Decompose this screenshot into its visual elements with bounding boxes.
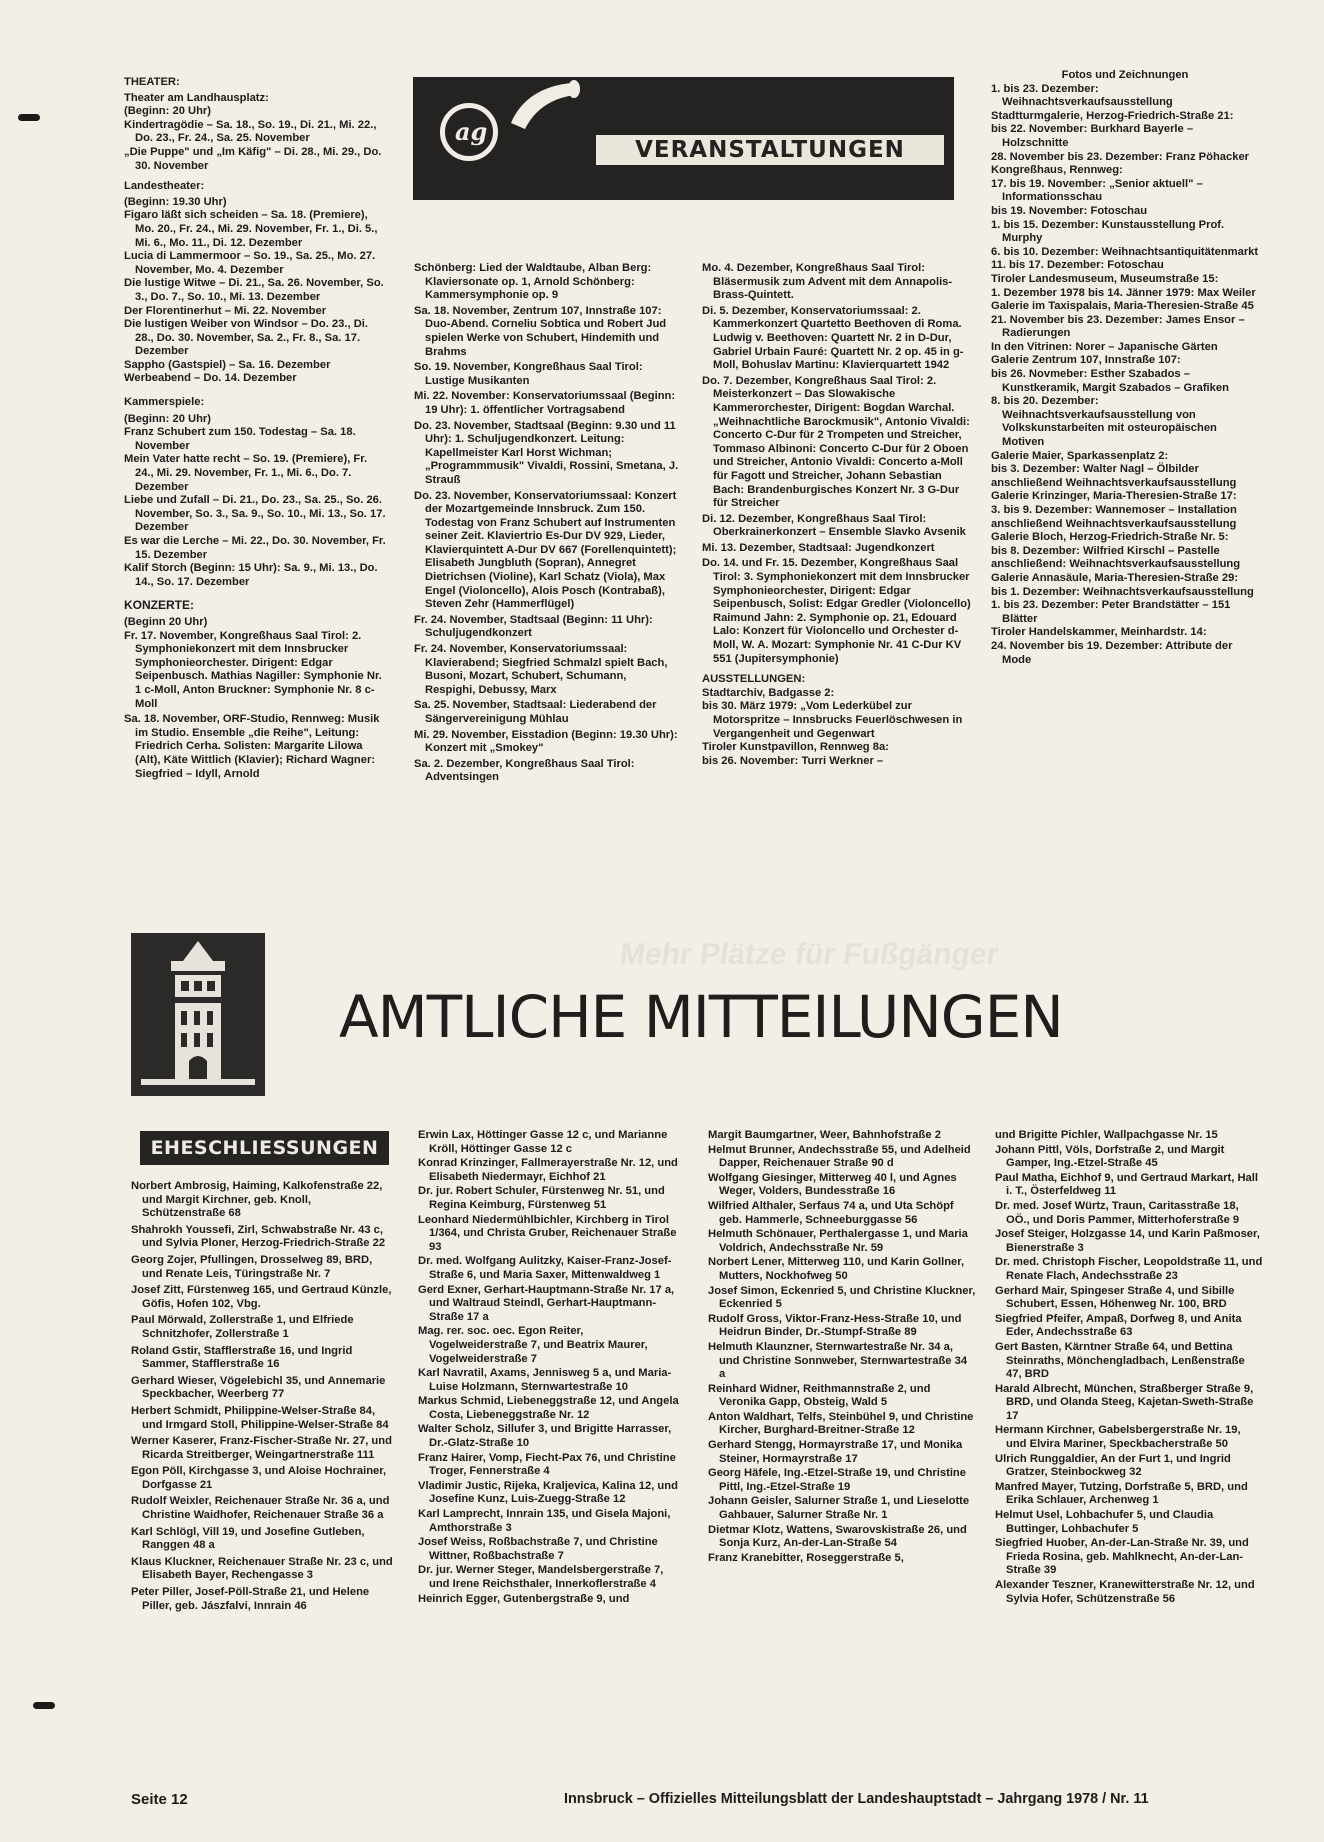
list-item: Galerie Bloch, Herzog-Friedrich-Straße Nr. 5: <box>991 531 1229 544</box>
list-item: anschließend: Weihnachtsverkaufsausstellung <box>991 558 1241 571</box>
list-item: bis 22. November: Burkhard Bayerle – Holzschnitte <box>991 123 1194 149</box>
konzerte-column-2 <box>414 262 679 785</box>
list-item: Johann Geisler, Salurner Straße 1, und Lieselotte Gahbauer, Salurner Straße Nr. 1 <box>708 1495 970 1522</box>
list-item: 28. November bis 23. Dezember: Franz Pöhacker <box>991 150 1250 163</box>
veranstaltungen-banner <box>413 77 954 200</box>
list-item: Franz Hairer, Vomp, Fiecht-Pax 76, und Christine Troger, Fennerstraße 4 <box>418 1451 676 1478</box>
eheschliessungen-heading: EHESCHLIESSUNGEN <box>140 1131 389 1165</box>
list-item: Mi. 13. Dezember, Stadtsaal: Jugendkonzert <box>702 541 935 554</box>
list-item: Di. 12. Dezember, Kongreßhaus Saal Tirol: Oberkrainerkonzert – Ensemble Slavko Avsenik <box>702 512 966 539</box>
list-item: Dr. med. Wolfgang Aulitzky, Kaiser-Franz-Josef-Straße 6, und Maria Saxer, Mittenwaldweg 1 <box>418 1255 672 1281</box>
ehe-column-2 <box>418 1129 685 1606</box>
kammer-begin: (Beginn: 20 Uhr) <box>124 412 212 425</box>
list-item: Karl Schlögl, Vill 19, und Josefine Gutleben, Ranggen 48 a <box>131 1525 365 1552</box>
list-item: Dr. med. Josef Würtz, Traun, Caritasstraße 18, OÖ., und Doris Pammer, Mitterhoferstraße 9 <box>995 1199 1240 1226</box>
list-item: Der Florentinerhut – Mi. 22. November <box>124 304 327 317</box>
list-item: Dr. jur. Robert Schuler, Fürstenweg Nr. 51, und Regina Keimburg, Fürstenweg 51 <box>418 1185 665 1211</box>
logo-letters: ag <box>455 117 488 146</box>
list-item: 8. bis 20. Dezember: Weihnachtsverkaufsausstellung von Volkskunstarbeiten mit osteuropäischen Motiven <box>991 395 1217 449</box>
list-item: Galerie Krinzinger, Maria-Theresien-Straße 17: <box>991 490 1237 503</box>
list-item: Liebe und Zufall – Di. 21., Do. 23., Sa. 25., So. 26. November, So. 3., Sa. 9., So. 10., Mi. 13., So. 17. Dezember <box>124 494 386 534</box>
theater-heading: THEATER: <box>124 76 180 88</box>
ehe-list-1 <box>131 1180 394 1613</box>
list-item: 17. bis 19. November: „Senior aktuell" – Informationsschau <box>991 177 1203 204</box>
list-item: Gerd Exner, Gerhart-Hauptmann-Straße Nr. 17 a, und Waltraud Steindl, Gerhart-Hauptmann-Straße 17 a <box>418 1283 675 1323</box>
list-item: „Die Puppe" und „Im Käfig" – Di. 28., Mi. 29., Do. 30. November <box>124 145 382 172</box>
amtliche-title: AMTLICHE MITTEILUNGEN <box>339 983 1063 1051</box>
list-item: Heinrich Egger, Gutenbergstraße 9, und <box>418 1592 630 1605</box>
list-item: Dietmar Klotz, Wattens, Swarovskistraße 26, und Sonja Kurz, An-der-Lan-Straße 54 <box>708 1523 967 1550</box>
list-item: Mein Vater hatte recht – So. 19. (Premiere), Fr. 24., Mi. 29. November, Fr. 1., Mi. 6., Do. 7. Dezember <box>124 453 368 493</box>
list-item: Gerhard Wieser, Vögelebichl 35, und Annemarie Speckbacher, Weerberg 77 <box>131 1374 386 1401</box>
list-item: Peter Piller, Josef-Pöll-Straße 21, und Helene Piller, geb. Jászfalvi, Innrain 46 <box>131 1586 370 1612</box>
list-item: Shahrokh Youssefi, Zirl, Schwabstraße Nr. 43 c, und Sylvia Ploner, Herzog-Friedrich-Straße 22 <box>131 1223 386 1250</box>
ehe-column-4 <box>995 1129 1263 1606</box>
list-item: Fr. 17. November, Kongreßhaus Saal Tirol: 2. Symphoniekonzert mit dem Innsbrucker Symphonieorchester. Dirigent: Edgar Seipenbusch. Mathias Nagiller: Symphonie Nr. 1 c-Moll, Anton Bruckner: Symphonie Nr. 8 c-Moll <box>124 629 382 710</box>
page-number: Seite 12 <box>131 1791 188 1808</box>
list-item: Margit Baumgartner, Weer, Bahnhofstraße 2 <box>708 1129 941 1141</box>
list-item: Werner Kaserer, Franz-Fischer-Straße Nr. 27, und Ricarda Streitberger, Weingartnerstraße 111 <box>131 1435 392 1461</box>
landhaus-list <box>124 119 386 173</box>
fotos-heading: Fotos und Zeichnungen <box>1061 69 1189 81</box>
list-item: Franz Kranebitter, Roseggerstraße 5, <box>708 1551 904 1564</box>
masthead: Innsbruck – Offizielles Mitteilungsblatt der Landeshauptstadt – Jahrgang 1978 / Nr. 11 <box>564 1791 1149 1807</box>
list-item: Es war die Lerche – Mi. 22., Do. 30. November, Fr. 15. Dezember <box>124 535 386 561</box>
list-item: Konrad Krinzinger, Fallmerayerstraße Nr. 12, und Elisabeth Niedermayr, Eichhof 21 <box>418 1157 678 1183</box>
list-item: Klaus Kluckner, Reichenauer Straße Nr. 23 c, und Elisabeth Bayer, Rechengasse 3 <box>131 1555 393 1582</box>
list-item: 1. bis 23. Dezember: Peter Brandstätter – 151 Blätter <box>991 599 1231 625</box>
list-item: Sa. 2. Dezember, Kongreßhaus Saal Tirol: Adventsingen <box>414 757 635 784</box>
ausstellungen-list-2 <box>991 83 1259 668</box>
list-item: Alexander Teszner, Kranewitterstraße Nr. 12, und Sylvia Hofer, Schützenstraße 56 <box>995 1579 1255 1605</box>
ehe-list-4 <box>995 1129 1263 1606</box>
list-item: Tiroler Landesmuseum, Museumstraße 15: <box>991 272 1219 285</box>
list-item: Helmut Brunner, Andechsstraße 55, und Adelheid Dapper, Reichenauer Straße 90 d <box>708 1143 971 1170</box>
list-item: Johann Pittl, Völs, Dorfstraße 2, und Margit Gamper, Ing.-Etzel-Straße 45 <box>995 1143 1225 1170</box>
kammer-heading: Kammerspiele: <box>124 396 205 409</box>
list-item: Georg Häfele, Ing.-Etzel-Straße 19, und Christine Pittl, Ing.-Etzel-Straße 19 <box>708 1467 966 1493</box>
list-item: bis 26. November: Turri Werkner – <box>702 754 884 767</box>
list-item: Stadtturmgalerie, Herzog-Friedrich-Straße 21: <box>991 109 1234 122</box>
list-item: Schönberg: Lied der Waldtaube, Alban Berg: Klaviersonate op. 1, Arnold Schönberg: Kammersymphonie op. 9 <box>414 262 652 302</box>
list-item: So. 19. November, Kongreßhaus Saal Tirol: Lustige Musikanten <box>414 361 643 387</box>
list-item: 1. bis 15. Dezember: Kunstausstellung Prof. Murphy <box>991 218 1225 245</box>
list-item: Do. 7. Dezember, Kongreßhaus Saal Tirol: 2. Meisterkonzert – Das Slowakische Kammerorchester, Dirigent: Bogdan Warchal. „Weihnachtliche Barockmusik", Antonio Vivaldi: Concerto C-Dur für 2 Trompeten und Streicher, Tommaso Albinoni: Concerto C-Dur für 2 Oboen und Streicher, Antonio Vivaldi: Concerto a-Moll für Fagott und Streicher, Johann Sebastian Bach: Brandenburgisches Konzert Nr. 3 G-Dur für Streicher <box>702 374 970 510</box>
list-item: Ulrich Runggaldier, An der Furt 1, und Ingrid Gratzer, Steinbockweg 32 <box>995 1452 1231 1479</box>
banner-title: VERANSTALTUNGEN <box>596 135 944 165</box>
list-item: Sa. 18. November, Zentrum 107, Innstraße 107: Duo-Abend. Corneliu Sobtica und Robert Jud spielen Werke von Schubert, Hindemith und Brahms <box>414 304 667 358</box>
ehe-list-2 <box>418 1129 685 1606</box>
list-item: 21. November bis 23. Dezember: James Ensor – Radierungen <box>991 313 1245 340</box>
list-item: Josef Weiss, Roßbachstraße 7, und Christine Wittner, Roßbachstraße 7 <box>418 1536 658 1562</box>
list-item: 11. bis 17. Dezember: Fotoschau <box>991 259 1164 272</box>
ausstellungen-column <box>991 69 1259 667</box>
bleed-through-text: Mehr Plätze für Fußgänger <box>617 938 1001 971</box>
list-item: Lucia di Lammermoor – So. 19., Sa. 25., Mo. 27. November, Mo. 4. Dezember <box>124 250 376 276</box>
list-item: Herbert Schmidt, Philippine-Welser-Straße 84, und Irmgard Stoll, Philippine-Welser-Straße 84 <box>131 1404 389 1431</box>
list-item: bis 30. März 1979: „Vom Lederkübel zur Motorspritze – Innsbrucks Feuerlöschwesen in Vergangenheit und Gegenwart <box>702 700 963 740</box>
kammer-list <box>124 426 386 589</box>
list-item: 3. bis 9. Dezember: Wannemoser – Installation <box>991 504 1237 516</box>
list-item: Helmuth Klaunzner, Sternwartestraße Nr. 34 a, und Christine Sonnweber, Sternwartestraße 34 a <box>708 1340 968 1381</box>
list-item: Mi. 29. November, Eisstadion (Beginn: 19.30 Uhr): Konzert mit „Smokey" <box>414 728 678 755</box>
ehe-column-3 <box>708 1129 976 1565</box>
punch-mark <box>33 1702 55 1709</box>
list-item: Gert Basten, Kärntner Straße 64, und Bettina Steinraths, Mönchengladbach, Lenßenstraße 47, BRD <box>995 1340 1245 1381</box>
list-item: anschließend Weihnachtsverkaufsausstellung <box>991 476 1237 489</box>
list-item: Sa. 18. November, ORF-Studio, Rennweg: Musik im Studio. Ensemble „die Reihe", Leitung: Friedrich Cerha. Solisten: Margarite Lilowa (Alt), Käte Wittlich (Klavier); Richard Wagner: Siegfried – Idyll, Arnold <box>124 713 380 780</box>
list-item: bis 8. Dezember: Wilfried Kirschl – Pastelle <box>991 544 1220 557</box>
list-item: Helmut Usel, Lohbachufer 5, und Claudia Buttinger, Lohbachufer 5 <box>995 1509 1214 1535</box>
list-item: Galerie Maier, Sparkassenplatz 2: <box>991 449 1169 462</box>
list-item: bis 26. Novmeber: Esther Szabados – Kunstkeramik, Margit Szabados – Grafiken <box>991 368 1229 394</box>
list-item: anschließend Weihnachtsverkaufsausstellung <box>991 517 1237 530</box>
list-item: Norbert Lener, Mitterweg 110, und Karin Gollner, Mutters, Nockhofweg 50 <box>708 1256 965 1282</box>
landhaus-heading: Theater am Landhausplatz: <box>124 91 269 104</box>
list-item: Do. 23. November, Konservatoriumssaal: Konzert der Mozartgemeinde Innsbruck. Zum 150. Todestag von Franz Schubert auf Instrumenten seiner Zeit. Klaviertrio Es-Dur DV 929, Lieder, Klavierquintett A-Dur DV 667 (Forellenquintett); Elisabeth Jungbluth (Sopran), Annegret Dietrichsen (Violine), Karl Schatz (Viola), Max Engel (Violoncello), Alois Posch (Kontrabaß), Steven Zehr (Hammerflügel) <box>414 489 677 611</box>
list-item: Die lustigen Weiber von Windsor – Do. 23., Di. 28., Do. 30. November, Sa. 2., Fr. 8., Sa. 17. Dezember <box>124 318 368 358</box>
list-item: Rudolf Gross, Viktor-Franz-Hess-Straße 10, und Heidrun Binder, Dr.-Stumpf-Straße 89 <box>708 1312 962 1339</box>
list-item: Josef Zitt, Fürstenweg 165, und Gertraud Künzle, Göfis, Hofen 102, Vbg. <box>131 1284 392 1310</box>
list-item: Gerhard Mair, Spingeser Straße 4, und Sibille Schubert, Essen, Höhenweg Nr. 100, BRD <box>995 1284 1235 1311</box>
list-item: Wilfried Althaler, Serfaus 74 a, und Uta Schöpf geb. Hammerle, Schneeburggasse 56 <box>708 1199 954 1226</box>
list-item: Di. 5. Dezember, Konservatoriumssaal: 2. Kammerkonzert Quartetto Beethoven di Roma. Ludwig v. Beethoven: Quartett Nr. 2 in D-Dur, Gabriel Urbain Fauré: Quartett Nr. 2 op. 45 in g-Moll, Bohuslav Martinu: Klavierquartett 1942 <box>702 304 964 372</box>
list-item: Josef Steiger, Holzgasse 14, und Karin Paßmoser, Bienerstraße 3 <box>995 1228 1260 1254</box>
list-item: Manfred Mayer, Tutzing, Dorfstraße 5, BRD, und Erika Schlauer, Archenweg 1 <box>995 1480 1248 1507</box>
list-item: Karl Lamprecht, Innrain 135, und Gisela Majoni, Amthorstraße 3 <box>418 1508 671 1534</box>
list-item: Werbeabend – Do. 14. Dezember <box>124 372 297 385</box>
list-item: bis 1. Dezember: Weihnachtsverkaufsausstellung <box>991 585 1254 598</box>
city-tower-icon <box>131 933 265 1096</box>
list-item: Leonhard Niedermühlbichler, Kirchberg in Tirol 1/364, und Christa Gruber, Reichenauer Straße 93 <box>418 1213 677 1253</box>
list-item: Sappho (Gastspiel) – Sa. 16. Dezember <box>124 358 331 371</box>
list-item: Figaro läßt sich scheiden – Sa. 18. (Premiere), Mo. 20., Fr. 24., Mi. 29. November, Fr. 1., Di. 5., Mi. 6., Mo. 11., Di. 12. Dezember <box>124 209 378 249</box>
list-item: Markus Schmid, Liebeneggstraße 12, und Angela Costa, Liebeneggstraße Nr. 12 <box>418 1395 679 1421</box>
list-item: Stadtarchiv, Badgasse 2: <box>702 686 835 699</box>
list-item: Kongreßhaus, Rennweg: <box>991 164 1123 177</box>
list-item: Roland Gstir, Stafflerstraße 16, und Ingrid Sammer, Stafflerstraße 16 <box>131 1344 353 1371</box>
list-item: Paul Matha, Eichhof 9, und Gertraud Markart, Hall i. T., Österfeldweg 11 <box>995 1171 1258 1198</box>
list-item: Sa. 25. November, Stadtsaal: Liederabend der Sängervereinigung Mühlau <box>414 699 657 725</box>
theater-column <box>124 76 386 781</box>
list-item: Siegfried Huober, An-der-Lan-Straße Nr. 39, und Frieda Rosina, geb. Mahlknecht, An-der-Lan-Straße 39 <box>995 1537 1249 1577</box>
konzerte-begin: (Beginn 20 Uhr) <box>124 615 208 628</box>
list-item: Reinhard Widner, Reithmannstraße 2, und Veronika Gapp, Obsteig, Wald 5 <box>708 1382 931 1409</box>
list-item: Fr. 24. November, Konservatoriumssaal: Klavierabend; Siegfried Schmalzl spielt Bach, Busoni, Mozart, Schubert, Schumann, Respighi, Debussy, Marx <box>414 643 668 696</box>
list-item: Tiroler Handelskammer, Meinhardstr. 14: <box>991 626 1207 639</box>
list-item: und Brigitte Pichler, Wallpachgasse Nr. 15 <box>995 1129 1218 1141</box>
list-item: 24. November bis 19. Dezember: Attribute der Mode <box>991 639 1233 666</box>
list-item: Helmuth Schönauer, Perthalergasse 1, und Maria Voldrich, Andechsstraße Nr. 59 <box>708 1228 968 1254</box>
list-item: Hermann Kirchner, Gabelsbergerstraße Nr. 19, und Elvira Mariner, Speckbacherstraße 50 <box>995 1424 1241 1451</box>
list-item: Gerhard Stengg, Hormayrstraße 17, und Monika Steiner, Hormayrstraße 17 <box>708 1439 963 1465</box>
ehe-list-3 <box>708 1129 976 1565</box>
list-item: Karl Navratil, Axams, Jennisweg 5 a, und Maria-Luise Holzmann, Sternwartestraße 10 <box>418 1367 672 1393</box>
ehe-column-1 <box>131 1180 394 1613</box>
konzerte-list-2 <box>414 262 679 785</box>
list-item: Do. 14. und Fr. 15. Dezember, Kongreßhaus Saal Tirol: 3. Symphoniekonzert mit dem Innsbrucker Symphonieorchester, Dirigent: Edgar Seipenbusch, Solist: Edgar Gredler (Violoncello) Raimund Jahn: 2. Symphonie op. 21, Edouard Lalo: Konzert für Violoncello und Orchester d-Moll, W. A. Mozart: Symphonie Nr. 41 C-Dur KV 551 (Jupitersymphonie) <box>702 557 971 665</box>
list-item: Do. 23. November, Stadtsaal (Beginn: 9.30 und 11 Uhr): 1. Schuljugendkonzert. Leitung: Kapellmeister Karl Horst Wichman; „Programmmusik" Vivaldi, Rossini, Smetana, J. Strauß <box>414 419 679 486</box>
list-item: Galerie Zentrum 107, Innstraße 107: <box>991 354 1181 367</box>
posthorn-icon <box>503 79 581 139</box>
konzerte-list-3 <box>702 262 973 666</box>
list-item: Erwin Lax, Höttinger Gasse 12 c, und Marianne Kröll, Höttinger Gasse 12 c <box>418 1129 668 1155</box>
list-item: Paul Mörwald, Zollerstraße 1, und Elfriede Schnitzhofer, Zollerstraße 1 <box>131 1314 354 1340</box>
list-item: Mi. 22. November: Konservatoriumssaal (Beginn: 19 Uhr): 1. öffentlicher Vortragsabend <box>414 390 676 416</box>
landes-heading: Landestheater: <box>124 180 205 193</box>
list-item: 1. Dezember 1978 bis 14. Jänner 1979: Max Weiler <box>991 286 1256 299</box>
list-item: Egon Pöll, Kirchgasse 3, und Aloise Hochrainer, Dorfgasse 21 <box>131 1465 387 1491</box>
list-item: Norbert Ambrosig, Haiming, Kalkofenstraße 22, und Margit Kirchner, geb. Knoll, Schützenstraße 68 <box>131 1180 383 1220</box>
list-item: Anton Waldhart, Telfs, Steinbühel 9, und Christine Kircher, Burghard-Breitner-Straße 12 <box>708 1410 974 1437</box>
list-item: Walter Scholz, Sillufer 3, und Brigitte Harrasser, Dr.-Glatz-Straße 10 <box>418 1423 672 1450</box>
list-item: Mo. 4. Dezember, Kongreßhaus Saal Tirol: Bläsermusik zum Advent mit dem Annapolis-Brass-Quintett. <box>702 262 953 302</box>
list-item: Vladimir Justic, Rijeka, Kraljevica, Kalina 12, und Josefine Kunz, Luis-Zuegg-Straße 12 <box>418 1479 678 1506</box>
ausstellungen-heading: AUSSTELLUNGEN: <box>702 673 806 686</box>
punch-mark <box>18 114 40 121</box>
list-item: Siegfried Pfeifer, Ampaß, Dorfweg 8, und Anita Eder, Andechsstraße 63 <box>995 1312 1242 1339</box>
list-item: Wolfgang Giesinger, Mitterweg 40 l, und Agnes Weger, Volders, Bundesstraße 16 <box>708 1171 957 1198</box>
list-item: bis 3. Dezember: Walter Nagl – Ölbilder <box>991 463 1199 476</box>
landes-begin: (Beginn: 19.30 Uhr) <box>124 195 227 208</box>
list-item: Galerie Annasäule, Maria-Theresien-Straße 29: <box>991 571 1239 584</box>
list-item: Kalif Storch (Beginn: 15 Uhr): Sa. 9., Mi. 13., Do. 14., So. 17. Dezember <box>124 562 378 588</box>
landes-list <box>124 209 386 386</box>
list-item: Franz Schubert zum 150. Todestag – Sa. 18. November <box>124 426 356 452</box>
list-item: 1. bis 23. Dezember: Weihnachtsverkaufsausstellung <box>991 82 1173 109</box>
landhaus-begin: (Beginn: 20 Uhr) <box>124 105 212 118</box>
konzerte-heading: KONZERTE: <box>124 598 194 613</box>
list-item: Harald Albrecht, München, Straßberger Straße 9, BRD, und Olanda Steeg, Kajetan-Sweth-Straße 17 <box>995 1382 1254 1422</box>
list-item: Galerie im Taxispalais, Maria-Theresien-Straße 45 <box>991 300 1254 313</box>
list-item: Dr. jur. Werner Steger, Mandelsbergerstraße 7, und Irene Reichsthaler, Innerkoflerstraße 4 <box>418 1564 664 1590</box>
list-item: Dr. med. Christoph Fischer, Leopoldstraße 11, und Renate Flach, Andechsstraße 23 <box>995 1256 1263 1282</box>
konzerte-column-3 <box>702 262 973 768</box>
list-item: 6. bis 10. Dezember: Weihnachtsantiquitätenmarkt <box>991 245 1259 258</box>
ausstellungen-list <box>702 687 973 769</box>
list-item: Tiroler Kunstpavillon, Rennweg 8a: <box>702 741 889 754</box>
list-item: Die lustige Witwe – Di. 21., Sa. 26. November, So. 3., Do. 7., So. 10., Mi. 13. Dezember <box>124 277 384 303</box>
list-item: bis 19. November: Fotoschau <box>991 204 1148 217</box>
list-item: Fr. 24. November, Stadtsaal (Beginn: 11 Uhr): Schuljugendkonzert <box>414 613 653 640</box>
konzerte-list <box>124 630 386 782</box>
list-item: Rudolf Weixler, Reichenauer Straße Nr. 36 a, und Christine Waidhofer, Reichenauer Straße 36 a <box>131 1495 390 1522</box>
list-item: Kindertragödie – Sa. 18., So. 19., Di. 21., Mi. 22., Do. 23., Fr. 24., Sa. 25. November <box>124 118 377 145</box>
list-item: Josef Simon, Eckenried 5, und Christine Kluckner, Eckenried 5 <box>708 1284 976 1311</box>
list-item: Georg Zojer, Pfullingen, Drosselweg 89, BRD, und Renate Leis, Türingstraße Nr. 7 <box>131 1253 373 1280</box>
list-item: In den Vitrinen: Norer – Japanische Gärten <box>991 340 1218 353</box>
list-item: Mag. rer. soc. oec. Egon Reiter, Vogelweiderstraße 7, und Beatrix Maurer, Vogelweiderstraße 7 <box>418 1325 648 1365</box>
